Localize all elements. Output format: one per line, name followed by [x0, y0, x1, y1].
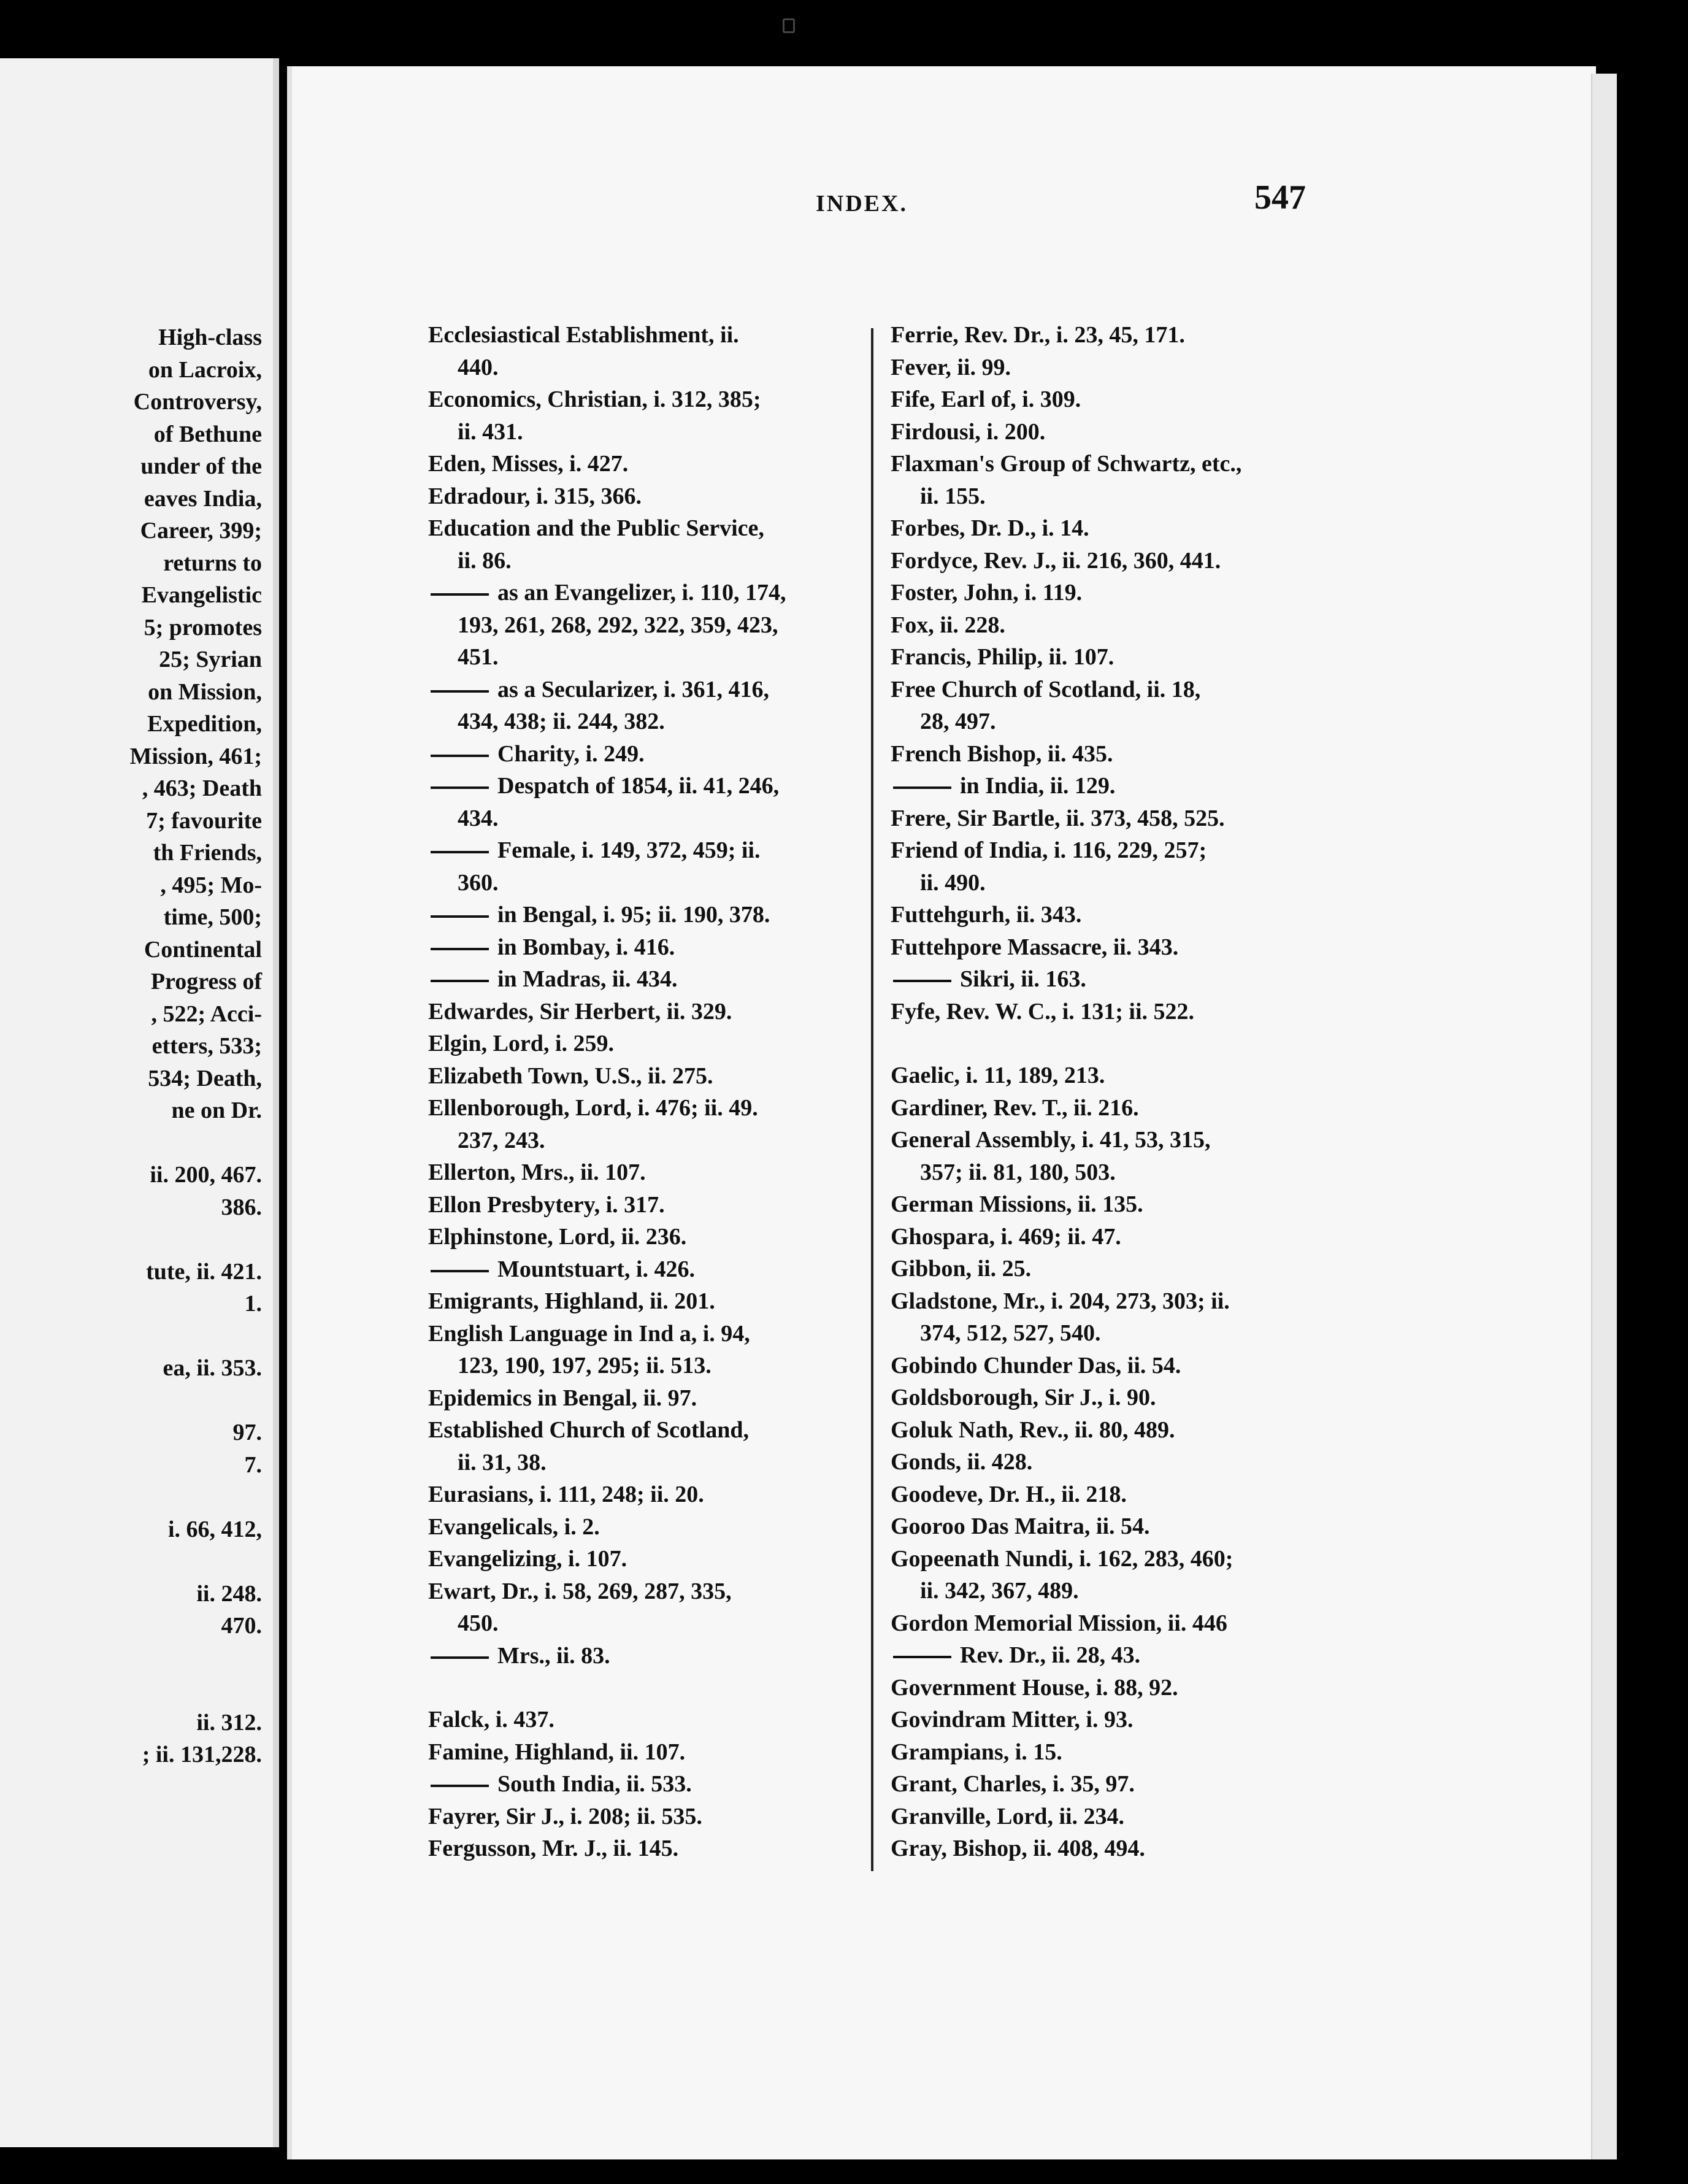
repeat-dash	[431, 851, 489, 853]
index-entry-text: Gardiner, Rev. T., ii. 216.	[891, 1094, 1139, 1121]
repeat-dash	[431, 593, 489, 596]
index-entry-text: Gray, Bishop, ii. 408, 494.	[891, 1836, 1145, 1861]
index-entry-text: Economics, Christian, i. 312, 385;	[428, 386, 761, 412]
index-entry-continuation	[891, 480, 1332, 513]
index-entry-text: Fox, ii. 228.	[891, 612, 1005, 638]
index-entry-text: Goodeve, Dr. H., ii. 218.	[891, 1481, 1127, 1507]
index-entry-text: English Language in Ind a, i. 94,	[428, 1320, 750, 1347]
index-entry-text: 193, 261, 268, 292, 322, 359, 423,	[458, 612, 778, 638]
index-subentry	[428, 834, 870, 867]
facing-page-fragment: 470.	[221, 1613, 262, 1639]
index-entry	[891, 1672, 1332, 1704]
index-entry-text: Fyfe, Rev. W. C., i. 131; ii. 522.	[891, 998, 1195, 1025]
facing-page-fragment: th Friends,	[153, 840, 262, 866]
index-entry	[428, 1543, 870, 1575]
index-entry	[428, 1575, 870, 1608]
index-entry-text: in Madras, ii. 434.	[497, 966, 678, 992]
column-divider	[871, 328, 873, 1871]
index-entry-text: Evangelicals, i. 2.	[428, 1513, 600, 1540]
index-entry-text: Eurasians, i. 111, 248; ii. 20.	[428, 1482, 704, 1507]
index-entry	[428, 1092, 870, 1125]
facing-page-fragment: time, 500;	[163, 904, 262, 930]
index-subentry	[428, 770, 870, 802]
repeat-dash	[431, 1785, 489, 1787]
facing-page-fragment: tute, ii. 421.	[146, 1258, 262, 1285]
facing-page-fragment: 1.	[244, 1291, 262, 1317]
index-entry	[891, 1510, 1332, 1543]
index-entry	[428, 1318, 870, 1350]
index-entry-text: ii. 31, 38.	[458, 1449, 547, 1475]
index-entry-text: Grampians, i. 15.	[891, 1739, 1062, 1765]
index-entry-text: Sikri, ii. 163.	[960, 966, 1086, 992]
index-entry-text: Ellerton, Mrs., ii. 107.	[428, 1159, 646, 1185]
index-entry-text: Ecclesiastical Establishment, ii.	[428, 322, 739, 348]
facing-page-fragment: under of the	[140, 453, 262, 479]
index-entry	[891, 802, 1332, 835]
facing-page-fragment: 25; Syrian	[159, 647, 262, 672]
index-entry-text: in India, ii. 129.	[960, 773, 1116, 799]
index-entry-text: Famine, Highland, ii. 107.	[428, 1739, 686, 1765]
index-entry	[891, 1188, 1332, 1221]
index-entry-text: Ewart, Dr., i. 58, 269, 287, 335,	[428, 1578, 732, 1604]
index-entry-text: Govindram Mitter, i. 93.	[891, 1707, 1134, 1732]
index-entry-text: Forbes, Dr. D., i. 14.	[891, 515, 1089, 541]
repeat-dash	[431, 915, 489, 918]
index-entry	[891, 738, 1332, 771]
index-entry	[891, 577, 1332, 609]
index-entry	[891, 352, 1332, 384]
index-entry	[891, 1124, 1332, 1156]
index-entry	[428, 1736, 870, 1769]
index-entry	[891, 1414, 1332, 1447]
index-entry-text: Fever, ii. 99.	[891, 354, 1011, 380]
index-entry-text: Foster, John, i. 119.	[891, 580, 1083, 606]
repeat-dash	[431, 1270, 489, 1272]
index-subentry	[428, 738, 870, 771]
facing-page-fragment: ne on Dr.	[171, 1098, 262, 1123]
index-entry-text: French Bishop, ii. 435.	[891, 740, 1113, 767]
index-entry	[428, 1285, 870, 1318]
index-entry-text: Goluk Nath, Rev., ii. 80, 489.	[891, 1417, 1175, 1443]
facing-page-fragment: ii. 200, 467.	[150, 1162, 262, 1188]
index-subentry	[428, 963, 870, 996]
facing-page-fragment: Evangelistic	[141, 582, 262, 608]
index-entry-continuation	[891, 1575, 1332, 1607]
index-entry-continuation	[428, 1607, 870, 1640]
index-entry	[891, 383, 1332, 416]
index-column-right	[891, 319, 1332, 1865]
index-entry	[891, 416, 1332, 448]
index-entry-continuation	[428, 1125, 870, 1157]
index-entry-text: 450.	[458, 1610, 499, 1636]
facing-page-fragment: ea, ii. 353.	[163, 1355, 262, 1381]
page-edge-right	[1591, 74, 1617, 2159]
index-entry-text: in Bombay, i. 416.	[497, 934, 675, 960]
facing-page-fragment: 97.	[232, 1420, 262, 1445]
facing-page-fragment: Progress of	[150, 969, 262, 994]
index-entry	[428, 996, 870, 1028]
index-entry	[428, 512, 870, 545]
index-entry-text: ii. 431.	[458, 418, 523, 445]
repeat-dash	[431, 690, 489, 693]
index-entry-text: Charity, i. 249.	[497, 740, 645, 767]
index-entry	[891, 899, 1332, 931]
index-entry	[891, 1768, 1332, 1801]
facing-page-fragment: 5; promotes	[144, 614, 262, 640]
index-entry-text: Fayrer, Sir J., i. 208; ii. 535.	[428, 1803, 702, 1829]
index-entry-text: Elgin, Lord, i. 259.	[428, 1031, 614, 1056]
index-entry	[891, 1832, 1332, 1865]
index-entry-continuation	[428, 1447, 870, 1479]
index-entry	[891, 1704, 1332, 1736]
index-entry	[891, 1059, 1332, 1092]
index-entry-text: Epidemics in Bengal, ii. 97.	[428, 1385, 697, 1411]
facing-page-fragment: on Lacroix,	[148, 356, 262, 383]
index-entry-text: as a Secularizer, i. 361, 416,	[497, 676, 769, 702]
index-entry-continuation	[428, 416, 870, 448]
index-entry-text: Granville, Lord, ii. 234.	[891, 1803, 1125, 1829]
index-entry-text: Ferrie, Rev. Dr., i. 23, 45, 171.	[891, 322, 1185, 348]
index-entry	[428, 1382, 870, 1415]
index-entry-text: Firdousi, i. 200.	[891, 418, 1046, 445]
facing-page-fragment: 7.	[244, 1452, 262, 1478]
index-entry-continuation	[428, 609, 870, 642]
facing-page-fragment: returns to	[163, 550, 262, 576]
repeat-dash	[431, 980, 489, 982]
index-entry	[428, 1832, 870, 1865]
index-entry-text: 123, 190, 197, 295; ii. 513.	[458, 1353, 712, 1378]
index-entry-text: Frere, Sir Bartle, ii. 373, 458, 525.	[891, 805, 1225, 831]
facing-page-fragment: Mission, 461;	[129, 743, 262, 769]
facing-page-fragment: , 522; Acci-	[151, 1001, 262, 1027]
repeat-dash	[431, 786, 489, 789]
index-entry-continuation	[428, 352, 870, 384]
index-subentry	[891, 963, 1332, 996]
facing-page-fragment: Controversy,	[133, 389, 262, 415]
facing-page-fragment: of Bethune	[153, 421, 262, 447]
binding-mark	[783, 18, 795, 33]
index-entry-continuation	[428, 802, 870, 835]
index-subentry	[891, 1639, 1332, 1672]
index-entry	[428, 1801, 870, 1833]
index-entry-text: General Assembly, i. 41, 53, 315,	[891, 1127, 1211, 1153]
index-entry-text: Gordon Memorial Mission, ii. 446	[891, 1610, 1227, 1636]
index-subentry	[428, 1640, 870, 1672]
index-entry	[891, 931, 1332, 964]
repeat-dash	[893, 786, 951, 789]
index-entry	[891, 448, 1332, 480]
index-entry-text: Rev. Dr., ii. 28, 43.	[960, 1642, 1141, 1668]
index-entry	[428, 1156, 870, 1189]
index-entry-text: Francis, Philip, ii. 107.	[891, 644, 1114, 670]
index-entry	[891, 319, 1332, 352]
index-entry	[891, 1446, 1332, 1478]
index-entry	[891, 834, 1332, 867]
index-entry-text: Ghospara, i. 469; ii. 47.	[891, 1223, 1121, 1250]
index-entry	[428, 448, 870, 480]
facing-page-fragment: eaves India,	[144, 485, 262, 512]
index-entry-text: Ellenborough, Lord, i. 476; ii. 49.	[428, 1095, 758, 1121]
index-subentry	[428, 899, 870, 931]
index-entry-continuation	[428, 1350, 870, 1382]
index-entry-text: Despatch of 1854, ii. 41, 246,	[497, 773, 780, 799]
index-entry-text: South India, ii. 533.	[497, 1771, 692, 1797]
facing-page-fragment: , 463; Death	[142, 775, 262, 801]
index-entry-text: ii. 86.	[458, 547, 512, 574]
index-entry-text: Futtehpore Massacre, ii. 343.	[891, 934, 1179, 960]
index-subentry	[428, 1768, 870, 1801]
index-entry-text: Edradour, i. 315, 366.	[428, 483, 642, 509]
index-entry-text: Fordyce, Rev. J., ii. 216, 360, 441.	[891, 547, 1221, 574]
index-subentry	[428, 931, 870, 964]
index-entry-continuation	[891, 867, 1332, 899]
repeat-dash	[893, 1656, 951, 1658]
index-subentry	[428, 1253, 870, 1286]
index-entry-text: in Bengal, i. 95; ii. 190, 378.	[497, 902, 770, 928]
index-entry	[891, 641, 1332, 674]
index-subentry	[428, 577, 870, 609]
index-entry	[891, 1607, 1332, 1640]
index-entry-text: Elphinstone, Lord, ii. 236.	[428, 1224, 687, 1250]
index-entry-text: Gopeenath Nundi, i. 162, 283, 460;	[891, 1545, 1233, 1572]
index-entry-text: 360.	[458, 869, 499, 896]
index-entry	[891, 1736, 1332, 1769]
index-entry-text: Female, i. 149, 372, 459; ii.	[497, 837, 761, 863]
index-entry-text: German Missions, ii. 135.	[891, 1191, 1143, 1217]
facing-page-fragment: etters, 533;	[152, 1033, 262, 1059]
facing-page-fragment: ii. 312.	[196, 1709, 262, 1736]
facing-page-fragment: High-class	[158, 325, 262, 350]
index-entry-continuation	[428, 706, 870, 738]
index-entry	[891, 1382, 1332, 1414]
index-entry-text: ii. 342, 367, 489.	[920, 1578, 1079, 1604]
index-entry-text: ii. 490.	[920, 869, 986, 896]
facing-page-fragment: , 495; Mo-	[160, 872, 262, 898]
index-entry-text: Free Church of Scotland, ii. 18,	[891, 676, 1201, 702]
index-entry-text: Gobindo Chunder Das, ii. 54.	[891, 1352, 1181, 1378]
index-entry	[891, 1221, 1332, 1253]
index-entry-text: Futtehgurh, ii. 343.	[891, 902, 1082, 928]
index-entry	[428, 1189, 870, 1221]
index-entry-text: 451.	[458, 644, 499, 670]
facing-page-fragment: ii. 248.	[196, 1580, 262, 1607]
index-entry-text: Gonds, ii. 428.	[891, 1449, 1033, 1475]
index-entry	[891, 1285, 1332, 1318]
index-entry	[428, 1704, 870, 1736]
index-entry-text: Edwardes, Sir Herbert, ii. 329.	[428, 998, 732, 1025]
index-entry-text: Goldsborough, Sir J., i. 90.	[891, 1385, 1156, 1410]
facing-page-fragment: 534; Death,	[148, 1065, 262, 1091]
index-entry-text: Emigrants, Highland, ii. 201.	[428, 1288, 715, 1314]
index-entry	[891, 545, 1332, 577]
index-entry	[891, 996, 1332, 1028]
index-entry-text: 28, 497.	[920, 709, 996, 734]
index-entry	[428, 480, 870, 513]
facing-page-fragment: Expedition,	[147, 711, 262, 737]
facing-page-fragment: 386.	[221, 1194, 262, 1220]
index-entry-text: 237, 243.	[458, 1127, 545, 1153]
index-entry-text: Friend of India, i. 116, 229, 257;	[891, 837, 1207, 863]
repeat-dash	[893, 980, 951, 982]
index-entry	[428, 1028, 870, 1060]
index-entry-text: ii. 155.	[920, 483, 986, 509]
running-head: INDEX.	[816, 191, 908, 217]
index-entry-continuation	[428, 867, 870, 899]
index-entry	[428, 1060, 870, 1093]
index-entry	[891, 1253, 1332, 1285]
repeat-dash	[431, 1656, 489, 1659]
repeat-dash	[431, 755, 489, 757]
index-entry-text: 434, 438; ii. 244, 382.	[458, 709, 665, 734]
index-entry-text: Gaelic, i. 11, 189, 213.	[891, 1063, 1105, 1088]
index-entry	[891, 1543, 1332, 1575]
section-gap	[428, 1672, 870, 1704]
repeat-dash	[431, 948, 489, 950]
index-entry-text: Gooroo Das Maitra, ii. 54.	[891, 1513, 1150, 1539]
index-entry-text: Elizabeth Town, U.S., ii. 275.	[428, 1063, 713, 1089]
index-entry-text: Gladstone, Mr., i. 204, 273, 303; ii.	[891, 1288, 1230, 1314]
index-entry-text: Eden, Misses, i. 427.	[428, 451, 629, 477]
index-entry-text: 374, 512, 527, 540.	[920, 1320, 1101, 1346]
index-entry-text: 440.	[458, 354, 499, 380]
page-number: 547	[1254, 179, 1306, 217]
index-entry-text: Fergusson, Mr. J., ii. 145.	[428, 1836, 679, 1861]
index-entry	[891, 1092, 1332, 1125]
index-entry-continuation	[428, 641, 870, 674]
index-entry-text: 434.	[458, 805, 499, 831]
facing-page-fragment: i. 66, 412,	[167, 1516, 262, 1542]
index-entry	[428, 383, 870, 416]
index-entry-continuation	[428, 545, 870, 577]
index-entry	[891, 674, 1332, 706]
index-entry-text: Gibbon, ii. 25.	[891, 1256, 1032, 1282]
index-entry-text: Mrs., ii. 83.	[497, 1642, 610, 1669]
index-entry-text: Fife, Earl of, i. 309.	[891, 386, 1081, 412]
index-entry-text: Evangelizing, i. 107.	[428, 1546, 627, 1572]
index-entry-text: Established Church of Scotland,	[428, 1417, 749, 1443]
index-entry-text: Flaxman's Group of Schwartz, etc.,	[891, 451, 1242, 477]
index-entry-text: Falck, i. 437.	[428, 1707, 554, 1732]
facing-page-fragment: ; ii. 131,228.	[142, 1742, 262, 1767]
index-entry	[428, 1221, 870, 1253]
index-entry	[891, 1350, 1332, 1382]
index-entry	[428, 1414, 870, 1447]
facing-page-fragment: 7; favourite	[146, 807, 262, 834]
facing-page-fragment: Continental	[144, 936, 262, 963]
index-entry-continuation	[891, 1156, 1332, 1189]
index-entry	[891, 512, 1332, 545]
index-entry-text: Government House, i. 88, 92.	[891, 1674, 1178, 1701]
index-entry	[891, 1801, 1332, 1833]
index-entry-continuation	[891, 706, 1332, 738]
index-entry	[428, 319, 870, 352]
index-entry-text: Mountstuart, i. 426.	[497, 1256, 695, 1282]
facing-page-left	[0, 58, 279, 2147]
index-entry	[891, 1478, 1332, 1511]
index-subentry	[428, 674, 870, 706]
index-entry-text: as an Evangelizer, i. 110, 174,	[497, 580, 786, 606]
section-gap	[891, 1028, 1332, 1059]
index-entry	[428, 1478, 870, 1511]
index-subentry	[891, 770, 1332, 802]
index-entry	[891, 609, 1332, 642]
index-entry	[428, 1511, 870, 1544]
facing-page-fragment: Career, 399;	[140, 518, 262, 544]
index-entry-text: Ellon Presbytery, i. 317.	[428, 1191, 665, 1218]
index-entry-text: 357; ii. 81, 180, 503.	[920, 1159, 1116, 1185]
index-entry-text: Grant, Charles, i. 35, 97.	[891, 1771, 1135, 1797]
index-entry-text: Education and the Public Service,	[428, 515, 764, 541]
facing-page-fragment: on Mission,	[148, 679, 262, 705]
index-entry-continuation	[891, 1317, 1332, 1350]
index-column-left	[428, 319, 870, 1865]
